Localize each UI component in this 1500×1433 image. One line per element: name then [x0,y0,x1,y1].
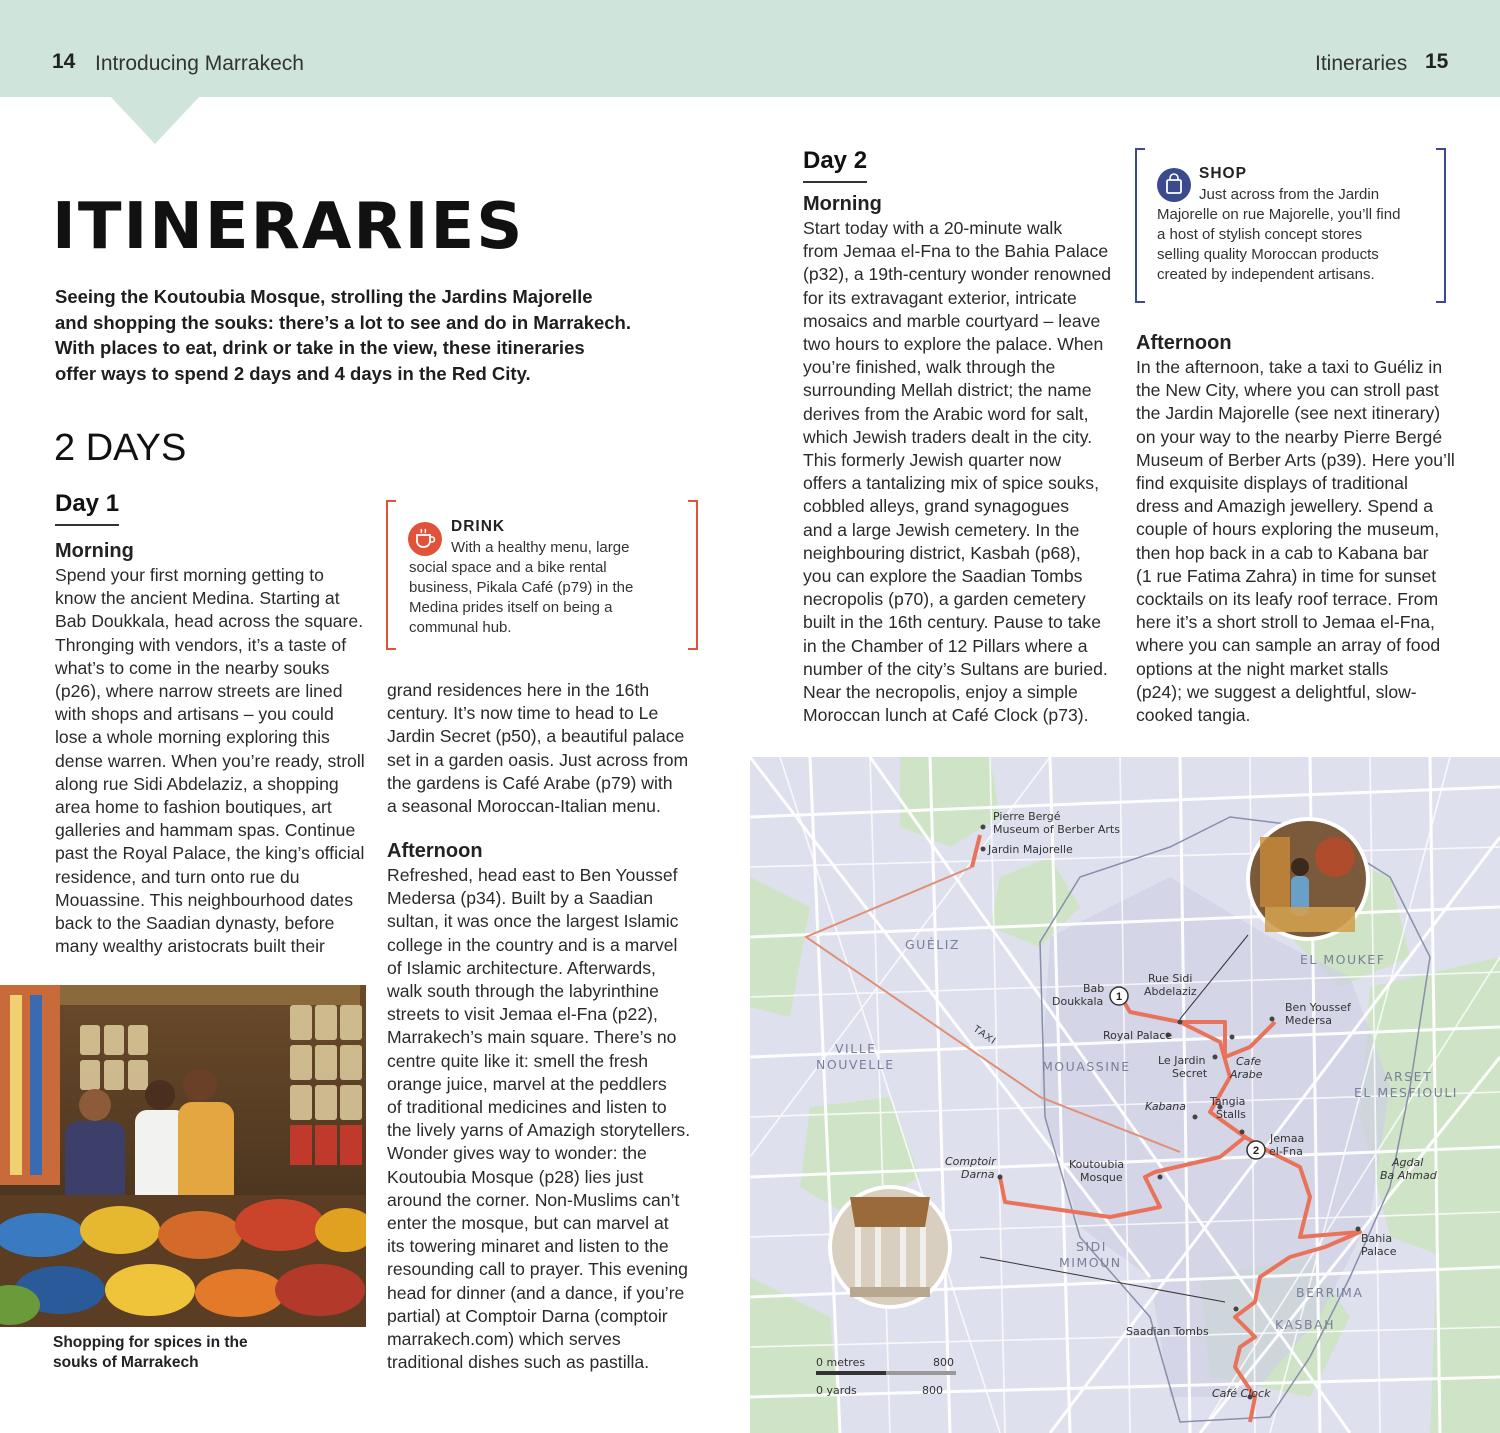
taxi-label: TAXI [970,1023,999,1048]
drink-line: communal hub. [409,619,512,636]
place-saadian-tombs: Saadian Tombs [1126,1325,1209,1338]
district-mouassine: MOUASSINE [1042,1059,1131,1074]
text-line: Mouassine. This neighbourhood dates [55,889,353,910]
text-line: built in the 16th century. Pause to take [803,612,1101,633]
text-line: know the ancient Medina. Starting at [55,588,340,609]
shop-line: Majorelle on rue Majorelle, you’ll find [1157,206,1401,223]
text-line: century. It’s now time to head to Le [387,703,659,724]
text-line: In the afternoon, take a taxi to Guéliz in [1136,357,1443,377]
text-line: the gardens is Café Arabe (p79) with [387,772,673,793]
caption-line: souks of Marrakech [53,1353,199,1371]
text-line: orange juice, marvel at the peddlers [387,1073,667,1094]
intro-line: With places to eat, drink or take in the view, these itineraries [55,337,585,358]
text-line: Spend your first morning getting to [55,565,324,585]
place-kabana: Kabana [1145,1100,1186,1113]
text-line: Refreshed, head east to Ben Youssef [387,865,678,885]
place-arabe: Arabe [1230,1068,1263,1081]
intro-line: Seeing the Koutoubia Mosque, strolling the Jardins Majorelle [55,286,593,307]
drink-box-text [409,538,689,638]
text-line: Start today with a 20-minute walk [803,218,1063,238]
left-section-title: Introducing Marrakech [95,52,304,75]
text-line: along rue Sidi Abdelaziz, a shopping [55,773,339,794]
map-marker-2: 2 [1252,1145,1260,1157]
text-line: options at the night market stalls [1136,658,1389,679]
text-line: dense warren. When you’re ready, stroll [55,750,365,771]
text-line: walk south through the labyrinthine [387,981,659,1002]
text-line: This formerly Jewish quarter now [803,450,1062,471]
shop-box [1135,148,1446,303]
place-el-fna: el-Fna [1269,1145,1303,1158]
scale-yards-label: 0 yards [816,1384,857,1397]
text-line: two hours to explore the palace. When [803,334,1104,355]
place-doukkala: Doukkala [1052,995,1104,1008]
district-berrima: BERRIMA [1296,1285,1364,1300]
place-abdelaziz: Abdelaziz [1144,985,1197,998]
intro-line: and shopping the souks: there’s a lot to see and do in Marrakech. [55,311,632,333]
text-line: partial) at Comptoir Darna (comptoir [387,1305,668,1326]
text-line: Bab Doukkala, head across the square. [55,611,364,632]
text-line: a seasonal Moroccan-Italian menu. [387,796,661,817]
text-line: number of the city’s Sultans are buried. [803,658,1108,679]
text-line: cooked tangia. [1136,705,1251,726]
place-medersa: Medersa [1285,1014,1333,1027]
text-line: (p32), a 19th-century wonder renowned [803,264,1112,285]
text-line: of Islamic architecture. Afterwards, [387,957,656,978]
spice-market-photo [0,985,366,1327]
text-line: back to the Saadian dynasty, before [55,913,335,934]
text-line: here it’s a short stroll to Jemaa el-Fna, [1136,612,1435,633]
text-line: set in a garden oasis. Just across from [387,749,689,770]
text-line: past the Royal Palace, the king’s official [55,843,365,864]
text-line: (p26), where narrow streets are lined [55,681,343,702]
text-line: around the corner. Non-Muslims can’t [387,1189,680,1210]
day2-afternoon-text [1136,356,1456,727]
scale-yards-max: 800 [922,1384,943,1397]
text-line: you can explore the Saadian Tombs [803,566,1083,587]
place-cafe-clock: Café Clock [1212,1387,1271,1400]
text-line: enter the mosque, but can marvel at [387,1213,669,1234]
drink-line: With a healthy menu, large [451,539,630,556]
day1-morning-heading: Morning [55,540,134,562]
text-line: then hop back in a cab to Kabana bar [1136,542,1429,563]
district-sidi: SIDI [1076,1239,1107,1254]
district-kasbah: KASBAH [1275,1317,1335,1332]
caption-line: Shopping for spices in the [53,1334,248,1351]
text-line: of traditional medicines and listen to [387,1097,667,1118]
drink-line: social space and a bike rental [409,559,607,576]
place-mosque: Mosque [1080,1171,1123,1184]
text-line: necropolis (p70), a garden cemetery [803,589,1086,610]
place-palace: Palace [1361,1245,1397,1258]
place-le-jardin: Le Jardin [1158,1054,1206,1067]
drink-box-title: DRINK [451,518,506,535]
text-line: (1 rue Fatima Zahra) in time for sunset [1136,565,1437,586]
text-line: Moroccan lunch at Café Clock (p73). [803,705,1089,726]
shop-line: Just across from the Jardin [1199,186,1380,203]
day1-afternoon-heading: Afternoon [387,840,483,862]
text-line: Medersa (p34). Built by a Saadian [387,888,654,909]
place-ba-ahmad: Ba Ahmad [1380,1169,1437,1182]
photo-caption [53,1333,353,1372]
text-line: offers a tantalizing mix of spice souks, [803,473,1099,494]
place-stalls: Stalls [1216,1108,1246,1121]
text-line: traditional dishes such as pastilla. [387,1352,650,1373]
text-line: Jardin Secret (p50), a beautiful palace [387,726,685,747]
text-line: in the Chamber of 12 Pillars where a [803,635,1088,656]
text-line: the lively yarns of Amazigh storytellers. [387,1120,691,1141]
district-gueliz: GUÉLIZ [905,937,960,952]
intro-line: offer ways to spend 2 days and 4 days in the Red City. [55,362,531,384]
text-line: Thronging with vendors, it’s a taste of [55,634,347,655]
day1-heading: Day 1 [55,490,119,526]
place-agdal: Agdal [1392,1156,1424,1169]
text-line: the New City, where you can stroll past [1136,380,1439,401]
place-bab: Bab [1083,982,1105,995]
day2-heading: Day 2 [803,147,867,183]
place-darna: Darna [961,1168,995,1181]
right-page-number: 15 [1425,50,1449,73]
text-line: couple of hours exploring the museum, [1136,519,1440,540]
left-page-number: 14 [52,50,76,73]
text-line: find exquisite displays of traditional [1136,473,1408,494]
text-line: centre quite like it: smell the fresh [387,1050,649,1071]
text-line: what’s to come in the nearby souks [55,657,330,678]
place-bahia: Bahia [1361,1232,1393,1245]
shop-line: created by independent artisans. [1157,266,1375,283]
text-line: where you can sample an array of food [1136,635,1441,656]
text-line: grand residences here in the 16th [387,680,650,700]
right-section-title: Itineraries [1315,52,1408,75]
map-marker-1: 1 [1115,991,1123,1003]
text-line: head for dinner (and a dance, if you’re [387,1282,685,1303]
day2-morning-text [803,217,1123,727]
text-line: neighbouring district, Kasbah (p68), [803,542,1081,563]
text-line: for its extravagant exterior, intricate [803,287,1077,308]
district-nouvelle: NOUVELLE [816,1057,895,1072]
day1-morning-text [55,564,375,958]
text-line: derives from the Arabic word for salt, [803,403,1089,424]
text-line: college in the country and is a marvel [387,934,678,955]
page-header [0,0,1500,97]
text-line: residence, and turn onto rue du [55,866,300,887]
text-line: you’re finished, walk through the [803,357,1056,378]
district-ville: VILLE [835,1041,877,1056]
place-cafe: Cafe [1236,1055,1262,1068]
place-secret: Secret [1172,1067,1208,1080]
text-line: Museum of Berber Arts (p39). Here you’ll [1136,449,1455,470]
intro-paragraph [55,284,655,386]
place-rue-sidi: Rue Sidi [1148,972,1193,985]
text-line: resounding call to prayer. This evening [387,1259,688,1280]
text-line: surrounding Mellah district; the name [803,380,1092,401]
district-arset: ARSET [1384,1069,1433,1084]
text-line: Marrakech’s main square. There’s no [387,1027,677,1048]
text-line: from Jemaa el-Fna to the Bahia Palace [803,241,1109,262]
district-mimoun: MIMOUN [1059,1255,1122,1270]
text-line: lose a whole morning exploring this [55,727,330,748]
text-line: its towering minaret and listen to the [387,1236,669,1257]
drink-box [386,500,698,650]
place-jardin-majorelle: Jardin Majorelle [988,843,1073,856]
district-el-moukef: EL MOUKEF [1300,952,1386,967]
place-tangia: Tangia [1210,1095,1246,1108]
day2-morning-heading: Morning [803,193,882,215]
text-line: the Jardin Majorelle (see next itinerary) [1136,403,1441,424]
scale-metres-label: 0 metres [816,1356,866,1369]
day1-afternoon-text [387,864,707,1374]
drink-line: Medina prides itself on being a [409,599,613,616]
text-line: sultan, it was once the largest Islamic [387,911,679,932]
map-canvas [750,757,1500,1433]
shop-box-text [1157,185,1442,285]
shop-box-title: SHOP [1199,165,1247,182]
place-pierre-berge: Pierre Bergé [993,810,1061,823]
place-museum-berber-arts: Museum of Berber Arts [993,823,1120,836]
text-line: Koutoubia Mosque (p28) lies just [387,1166,644,1187]
shop-line: a host of stylish concept stores [1157,226,1363,243]
text-line: Near the necropolis, enjoy a simple [803,682,1078,703]
district-el-mesfiouli: EL MESFIOULI [1354,1085,1458,1100]
text-line: cocktails on its leafy roof terrace. From [1136,589,1439,610]
text-line: dress and Amazigh jewellery. Spend a [1136,496,1433,517]
text-line: mosaics and marble courtyard – leave [803,310,1101,331]
page-title: ITINERARIES [52,190,525,264]
place-ben-youssef: Ben Youssef [1285,1001,1351,1014]
drink-line: business, Pikala Café (p79) in the [409,579,634,596]
scale-bar-segment [886,1371,956,1375]
text-line: cobbled alleys, grand synagogues [803,496,1070,517]
place-comptoir: Comptoir [945,1155,996,1168]
place-koutoubia: Koutoubia [1069,1158,1125,1171]
place-jemaa: Jemaa [1270,1132,1305,1145]
text-line: Wonder gives way to wonder: the [387,1143,647,1164]
header-notch [110,96,200,144]
text-line: area home to fashion boutiques, art [55,797,332,818]
text-line: galleries and hammam spas. Continue [55,820,356,841]
text-line: (p24); we suggest a delightful, slow- [1136,681,1417,702]
day2-afternoon-heading: Afternoon [1136,332,1232,354]
text-line: and a large Jewish cemetery. In the [803,519,1080,540]
shop-line: selling quality Moroccan products [1157,246,1379,263]
text-line: with shops and artisans – you could [55,704,334,725]
text-line: which Jewish traders dealt in the city. [803,426,1093,447]
text-line: on your way to the nearby Pierre Bergé [1136,426,1443,447]
text-line: streets to visit Jemaa el-Fna (p22), [387,1004,658,1025]
text-line: many wealthy aristocrats built their [55,936,325,957]
section-heading: 2 DAYS [54,427,187,469]
day1-morning-continued [387,679,707,818]
scale-metres-max: 800 [933,1356,954,1369]
text-line: marrakech.com) which serves [387,1329,621,1350]
place-royal-palace: Royal Palace [1103,1029,1173,1042]
itinerary-map [750,757,1500,1433]
